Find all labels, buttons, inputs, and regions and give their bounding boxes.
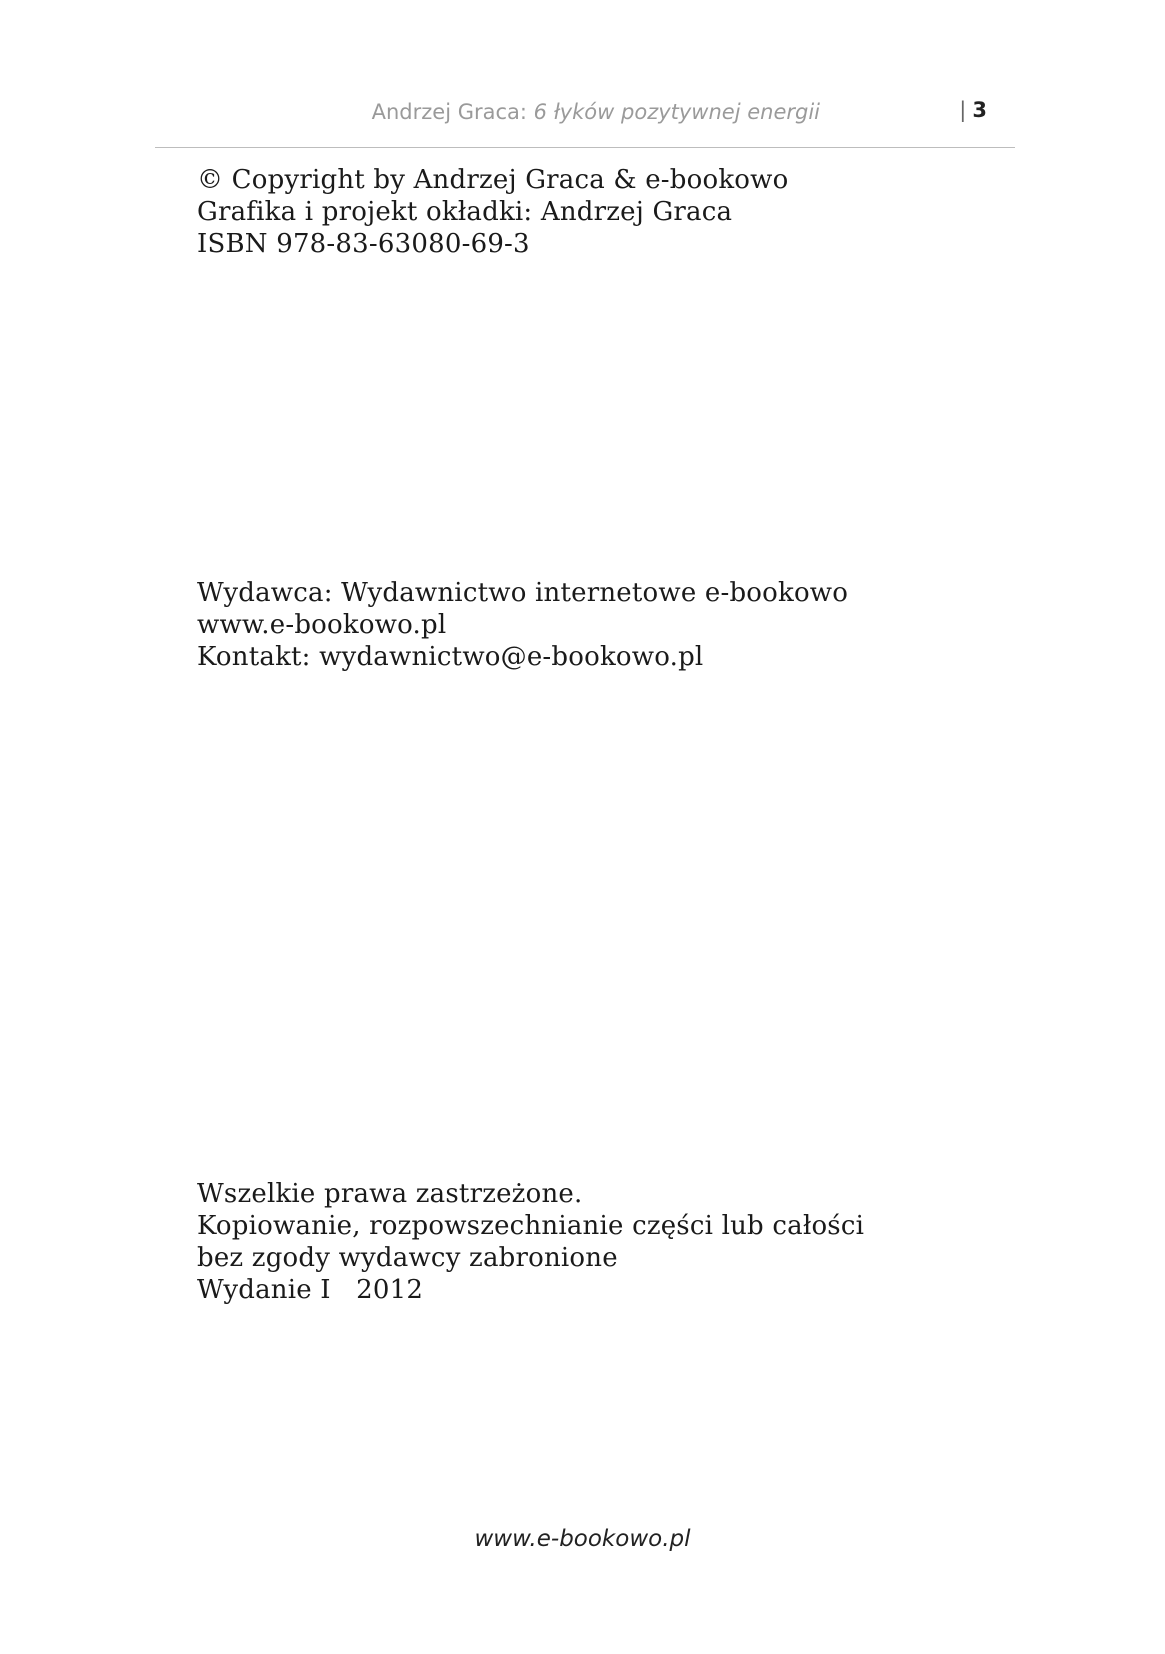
page-number-value: 3 <box>972 98 987 122</box>
page-number <box>959 98 987 122</box>
publisher-line: Wydawca: Wydawnictwo internetowe e-bookowo <box>197 578 849 608</box>
copyright-line: © Copyright by Andrzej Graca & e-bookowo <box>197 165 789 195</box>
footer-url: www.e-bookowo.pl <box>474 1526 691 1552</box>
isbn-line: ISBN 978-83-63080-69-3 <box>197 229 530 259</box>
rights-reserved-line: Wszelkie prawa zastrzeżone. <box>197 1179 583 1209</box>
copying-notice-line: Kopiowanie, rozpowszechnianie części lub całości <box>197 1211 865 1241</box>
page-number-separator: | <box>959 98 967 122</box>
running-header <box>155 96 1015 148</box>
cover-design-line: Grafika i projekt okładki: Andrzej Graca <box>197 197 733 227</box>
header-title <box>372 100 820 124</box>
header-author: Andrzej Graca: <box>371 100 534 124</box>
publisher-contact-line: Kontakt: wydawnictwo@e-bookowo.pl <box>197 642 704 672</box>
copyright-block <box>197 164 788 260</box>
rights-block <box>197 1178 864 1306</box>
header-book-title: 6 łyków pozytywnej energii <box>533 100 820 124</box>
copying-notice-line-2: bez zgody wydawcy zabronione <box>197 1243 618 1273</box>
publisher-website-line: www.e-bookowo.pl <box>197 610 447 640</box>
publisher-block <box>197 577 848 673</box>
edition-line: Wydanie I 2012 <box>197 1275 424 1305</box>
